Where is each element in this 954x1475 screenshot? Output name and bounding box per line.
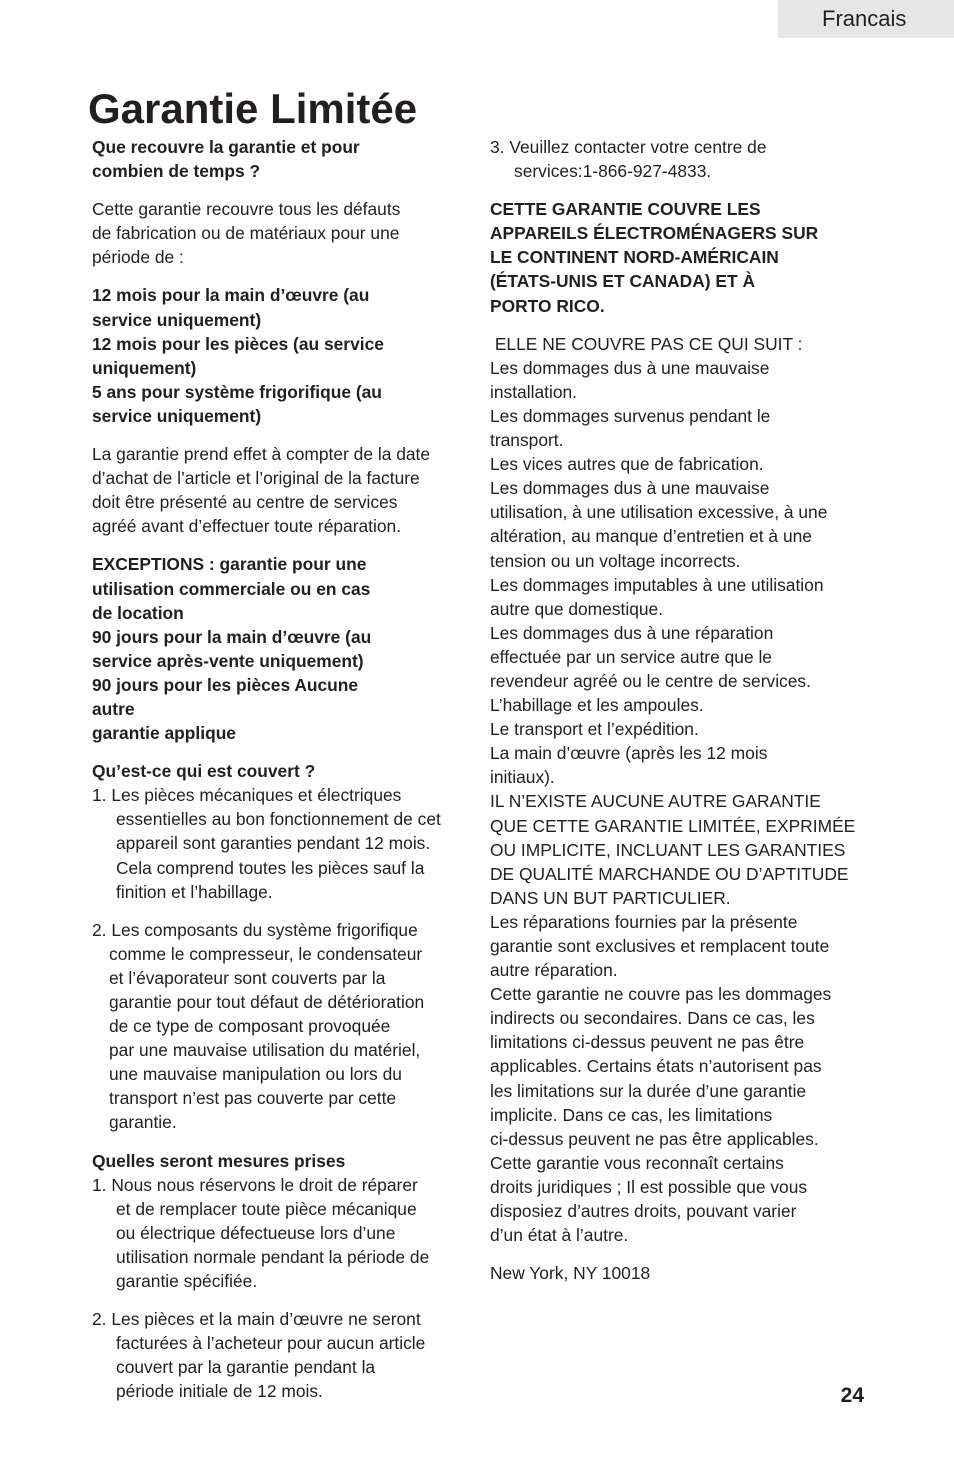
exclusion-line: revendeur agréé ou le centre de services. [490, 670, 811, 691]
exclusion-line: Les dommages dus à une réparation [490, 622, 774, 643]
exclusion-line: d’un état à l’autre. [490, 1225, 629, 1246]
exclusion-line: Les réparations fournies par la présente [490, 911, 798, 932]
exclusion-line: DE QUALITÉ MARCHANDE OU D’APTITUDE [490, 863, 849, 884]
measures-section [92, 1149, 472, 1404]
exclusion-line: OU IMPLICITE, INCLUANT LES GARANTIES [490, 839, 846, 860]
exclusion-line: Les vices autres que de fabrication. [490, 454, 764, 475]
exclusion-line: Les dommages imputables à une utilisation [490, 574, 824, 595]
left-column [92, 135, 472, 1418]
exclusion-line: utilisation, à une utilisation excessive, à une [490, 502, 828, 523]
exclusion-line: initiaux). [490, 767, 555, 788]
coverage-scope-block: CETTE GARANTIE COUVRE LES APPAREILS ÉLECTROMÉNAGERS SUR LE CONTINENT NORD-AMÉRICAIN (ÉTATS-UNIS ET CANADA) ET À PORTO RICO. [490, 199, 819, 316]
exclusion-line: effectuée par un service autre que le [490, 646, 772, 667]
covered-item-1: 1. Les pièces mécaniques et électriques essentielles au bon fonctionnement de cet appareil sont garanties pendant 12 mois. Cela comprend toutes les pièces sauf la finition et l’habillage. [92, 785, 441, 902]
exclusion-line: Les dommages dus à une mauvaise [490, 478, 770, 499]
exclusion-line: DANS UN BUT PARTICULIER. [490, 887, 731, 908]
exclusion-line: Cette garantie ne couvre pas les dommages [490, 984, 832, 1005]
exclusion-line: ci-dessus peuvent ne pas être applicables. [490, 1128, 819, 1149]
exclusion-line: garantie sont exclusives et remplacent toute [490, 936, 830, 956]
exclusion-line: Les dommages survenus pendant le [490, 405, 771, 426]
exclusion-line: IL N’EXISTE AUCUNE AUTRE GARANTIE [490, 791, 821, 812]
measures-item-1: 1. Nous nous réservons le droit de réparer et de remplacer toute pièce mécanique ou électrique défectueuse lors d’une utilisation normale pendant la période de garantie spécifiée. [92, 1174, 430, 1292]
covered-heading: Qu’est-ce qui est couvert ? [92, 761, 316, 782]
address: New York, NY 10018 [490, 1263, 651, 1284]
language-tab: Francais [778, 0, 954, 38]
covered-item-2: 2. Les composants du système frigorifique comme le compresseur, le condensateur et l’évaporateur sont couverts par la garantie pour tout défaut de détérioration de ce type de composant provoquée par une mauvaise utilisation du matériel, une mauvaise manipulation ou lors du transport n’est pas couverte par cette garantie. [92, 919, 425, 1133]
measures-item-3: 3. Veuillez contacter votre centre de services:1-866-927-4833. [490, 137, 767, 182]
exclusion-line: QUE CETTE GARANTIE LIMITÉE, EXPRIMÉE [490, 815, 856, 836]
exclusion-line: droits juridiques ; Il est possible que vous [490, 1176, 808, 1197]
exclusion-line: applicables. Certains états n’autorisent pas [490, 1056, 822, 1077]
exclusion-line: La main d’œuvre (après les 12 mois [490, 743, 768, 764]
covered-section [92, 759, 472, 1134]
exclusion-line: Cette garantie vous reconnaît certains [490, 1152, 784, 1173]
exclusion-line: indirects ou secondaires. Dans ce cas, les [490, 1008, 815, 1029]
exclusion-line: ELLE NE COUVRE PAS CE QUI SUIT : [490, 333, 803, 354]
exclusion-line: limitations ci-dessus peuvent ne pas être [490, 1032, 805, 1053]
right-column [490, 135, 875, 1299]
measures-item-2: 2. Les pièces et la main d’œuvre ne seront facturées à l’acheteur pour aucun article couvert par la garantie pendant la période initiale de 12 mois. [92, 1309, 426, 1402]
warranty-periods: 12 mois pour la main d’œuvre (au service uniquement) 12 mois pour les pièces (au service uniquement) 5 ans pour système frigorifique (au service uniquement) [92, 285, 384, 426]
page-number: 24 [840, 1384, 864, 1407]
exclusion-line: autre réparation. [490, 960, 618, 981]
exclusion-line: Le transport et l’expédition. [490, 719, 699, 740]
exclusion-line: les limitations sur la durée d’une garantie [490, 1080, 807, 1101]
exclusion-line: disposiez d’autres droits, pouvant varier [490, 1201, 797, 1222]
exclusion-line: Les dommages dus à une mauvaise [490, 357, 770, 378]
coverage-intro-paragraph: Cette garantie recouvre tous les défauts de fabrication ou de matériaux pour une période de : [92, 199, 401, 268]
exclusion-line: installation. [490, 381, 578, 402]
warranty-effect-paragraph: La garantie prend effet à compter de la date d’achat de l’article et l’original de la facture doit être présenté au centre de services agréé avant d’effectuer toute réparation. [92, 444, 431, 537]
exceptions-block: EXCEPTIONS : garantie pour une utilisation commerciale ou en cas de location 90 jours pour la main d’œuvre (au service après-vente uniquement) 90 jours pour les pièces Aucune autre garantie applique [92, 554, 372, 744]
exclusion-line: tension ou un voltage incorrects. [490, 550, 741, 571]
exclusion-line: L’habillage et les ampoules. [490, 695, 704, 716]
exclusions-list [490, 332, 875, 1248]
exclusion-line: altération, au manque d’entretien et à une [490, 526, 812, 547]
exclusion-line: implicite. Dans ce cas, les limitations [490, 1104, 773, 1125]
page-title: Garantie Limitée [88, 85, 418, 132]
exclusion-line: transport. [490, 430, 564, 451]
coverage-question-heading: Que recouvre la garantie et pour combien de temps ? [92, 137, 360, 182]
measures-heading: Quelles seront mesures prises [92, 1150, 346, 1171]
exclusion-line: autre que domestique. [490, 598, 664, 619]
